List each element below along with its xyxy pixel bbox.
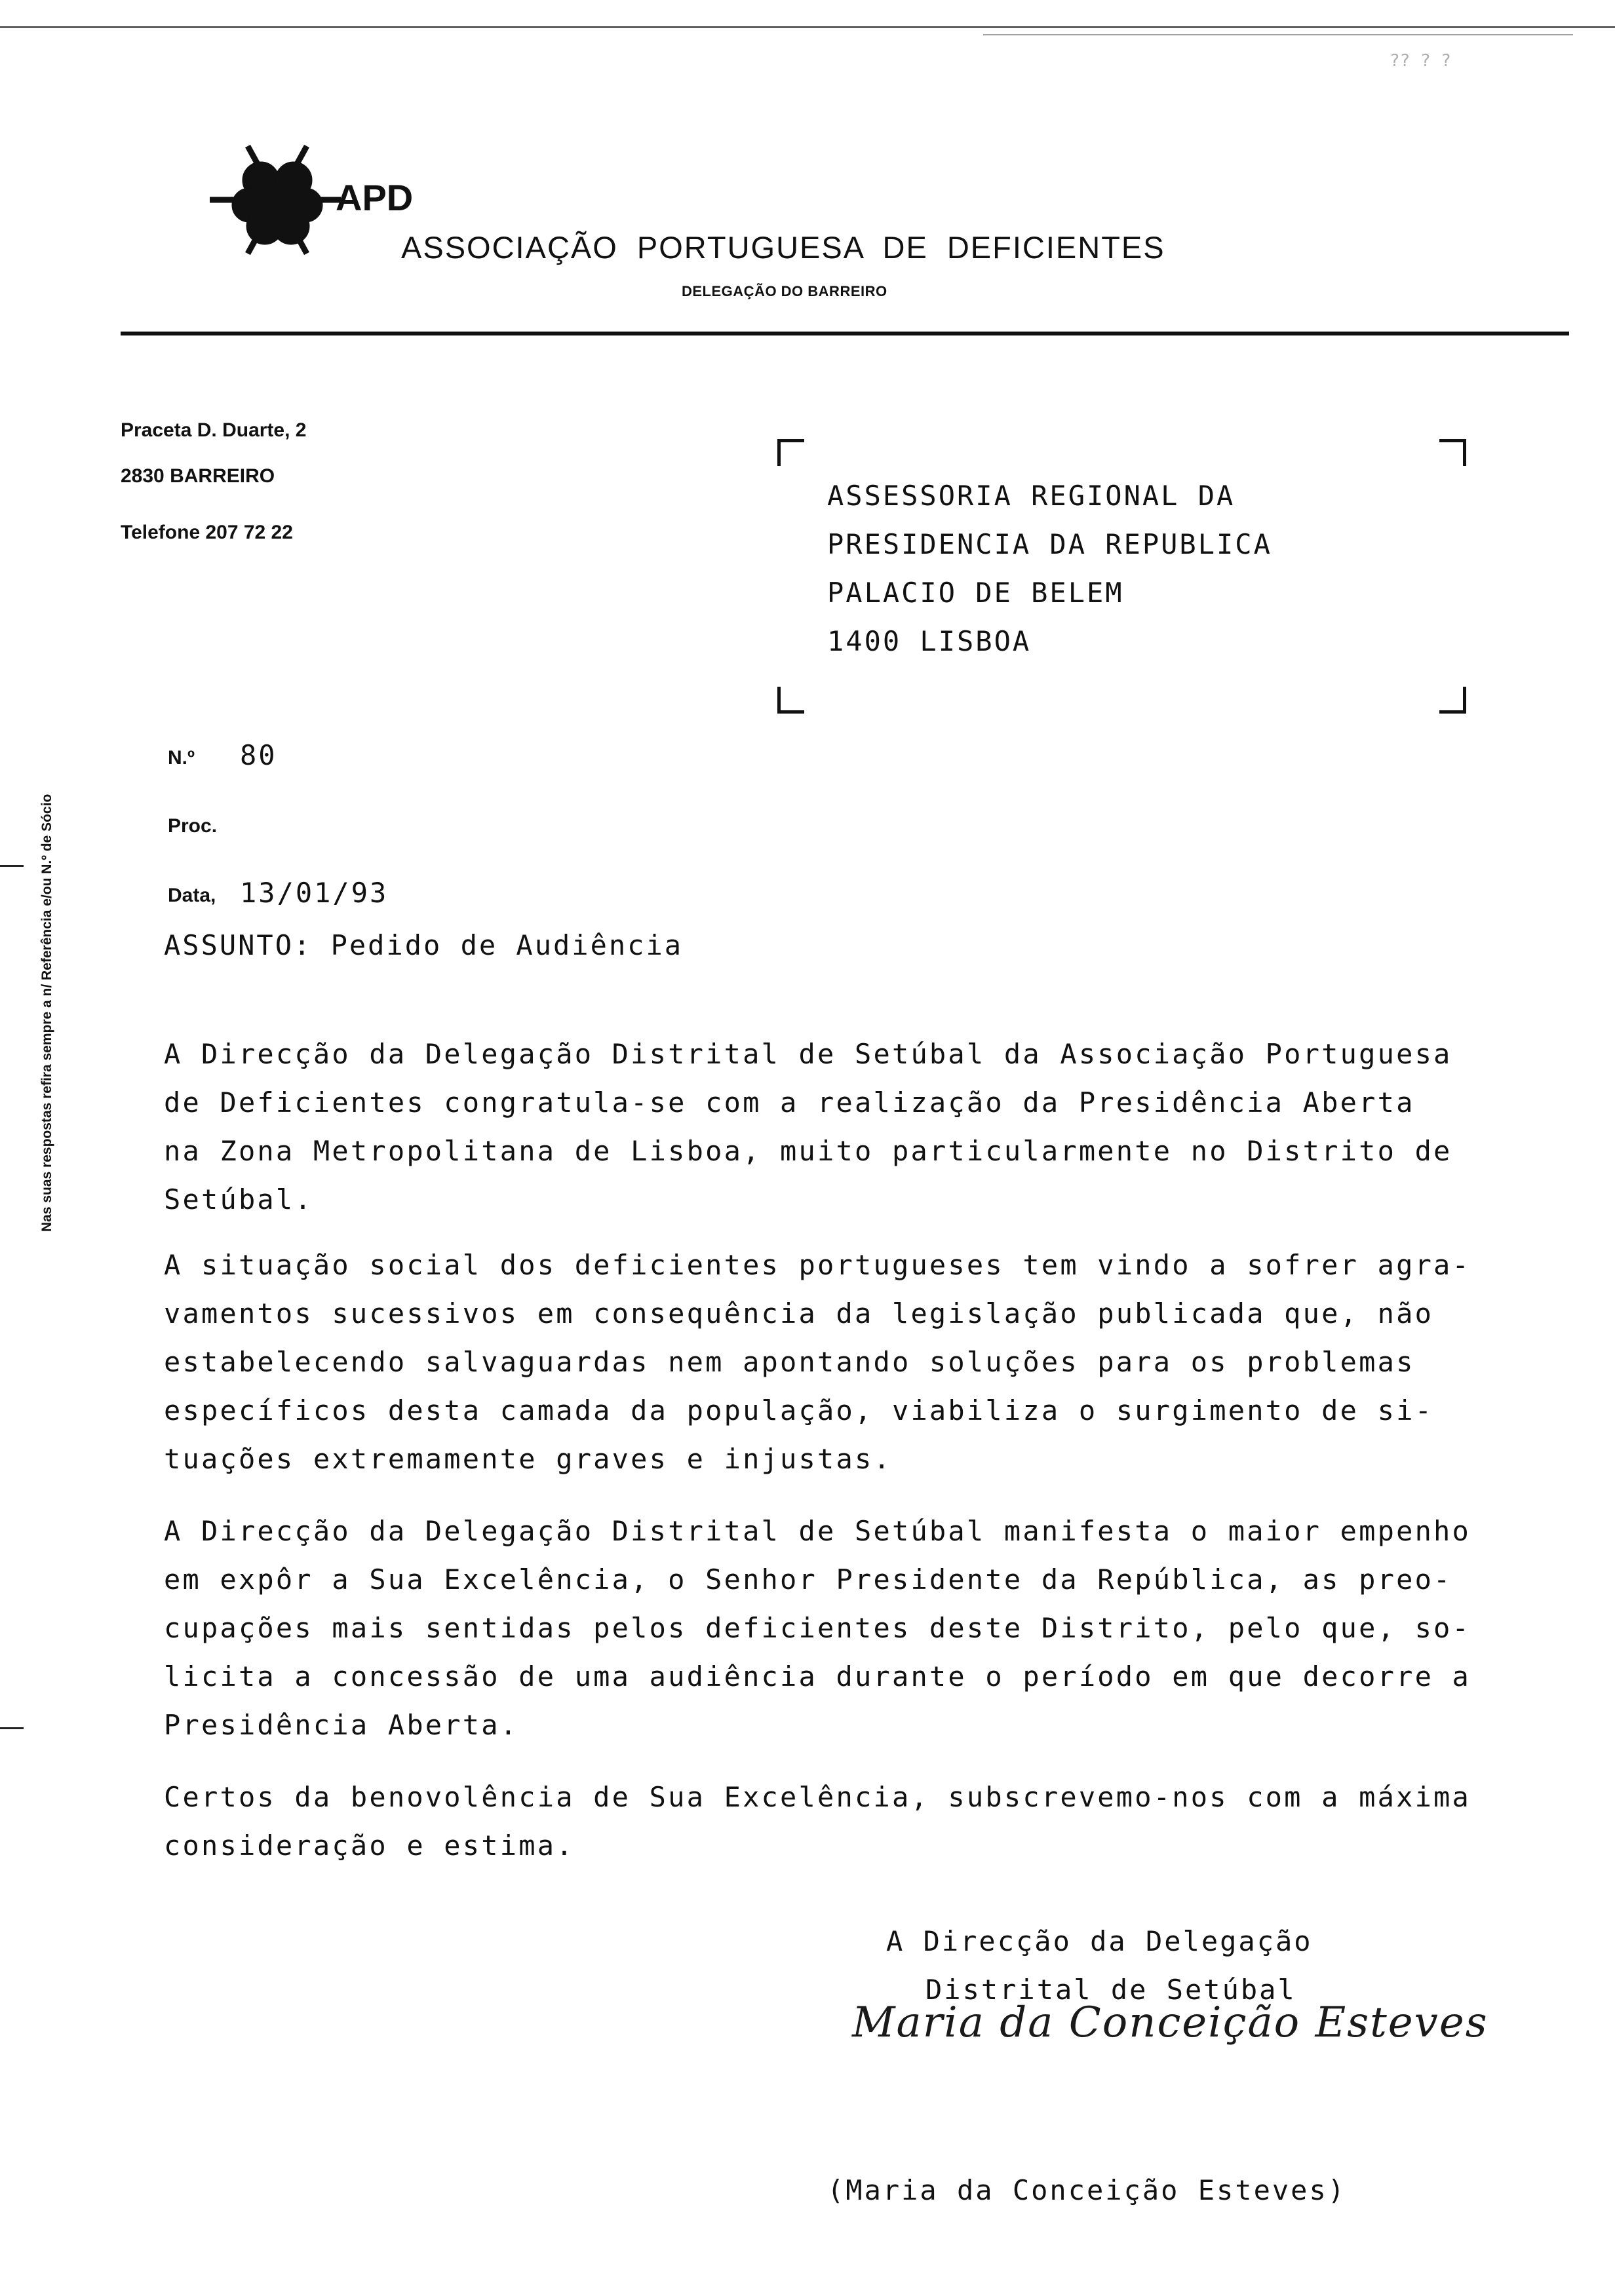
body-line: vamentos sucessivos em consequência da legislação publicada que, não [164,1297,1434,1330]
recipient-line: PRESIDENCIA DA REPUBLICA [827,528,1272,560]
body-line: em expôr a Sua Excelência, o Senhor Presidente da República, as preo- [164,1563,1452,1596]
subject-line: ASSUNTO: Pedido de Audiência [164,929,684,961]
letterhead-rule [121,332,1569,335]
scan-top-line-2 [983,34,1573,35]
sender-city: 2830 BARREIRO [121,465,275,487]
fold-mark-top [0,865,24,867]
address-bracket-bottom-left [777,687,804,714]
recipient-line: PALACIO DE BELEM [827,577,1124,609]
proc-label: Proc. [168,815,218,837]
apd-logo [210,134,426,265]
address-bracket-bottom-right [1439,687,1466,714]
sender-street: Praceta D. Duarte, 2 [121,419,307,441]
date-value: 13/01/93 [240,877,389,909]
body-line: de Deficientes congratula-se com a realização da Presidência Aberta [164,1086,1415,1119]
recipient-line: 1400 LISBOA [827,625,1032,657]
address-bracket-top-right [1439,439,1466,466]
delegation-name: DELEGAÇÃO DO BARREIRO [682,283,887,299]
body-line: Setúbal. [164,1183,313,1215]
closing-line-1: A Direcção da Delegação [886,1925,1313,1957]
date-label: Data, [168,885,216,906]
body-line: estabelecendo salvaguardas nem apontando soluções para os problemas [164,1346,1415,1378]
handwritten-signature: Maria da Conceição Esteves [852,1999,1489,2047]
organization-name: ASSOCIAÇÃO PORTUGUESA DE DEFICIENTES [401,230,1165,265]
number-value: 80 [240,739,277,771]
fold-mark-bottom [0,1727,24,1729]
address-bracket-top-left [777,439,804,466]
faint-stamp: ?? ? ? [1390,51,1451,71]
body-line: específicos desta camada da população, viabiliza o surgimento de si- [164,1394,1434,1426]
body-line: cupações mais sentidas pelos deficientes deste Distrito, pelo que, so- [164,1612,1471,1644]
body-line: Certos da benovolência de Sua Excelência, subscrevemo-nos com a máxima [164,1781,1471,1813]
signer-name: (Maria da Conceição Esteves) [827,2174,1347,2206]
scan-top-line [0,26,1615,28]
apd-logo-letters: APD [336,177,414,218]
body-line: A Direcção da Delegação Distrital de Setúbal manifesta o maior empenho [164,1515,1471,1547]
body-line: A Direcção da Delegação Distrital de Setúbal da Associação Portuguesa [164,1038,1452,1070]
number-label: N.º [168,747,195,769]
sender-phone: Telefone 207 72 22 [121,522,293,543]
recipient-line: ASSESSORIA REGIONAL DA [827,480,1236,512]
body-line: tuações extremamente graves e injustas. [164,1443,892,1475]
body-line: Presidência Aberta. [164,1709,519,1741]
apd-logo-mark [210,146,341,254]
body-line: na Zona Metropolitana de Lisboa, muito particularmente no Distrito de [164,1135,1452,1167]
closing-line-2: Distrital de Setúbal [925,1974,1296,2006]
body-line: A situação social dos deficientes portugueses tem vindo a sofrer agra- [164,1249,1471,1281]
body-line: licita a concessão de uma audiência durante o período em que decorre a [164,1660,1471,1693]
body-line: consideração e estima. [164,1829,575,1862]
margin-reference-note: Nas suas respostas refira sempre a n/ Referência e/ou N.º de Sócio [39,794,54,1232]
